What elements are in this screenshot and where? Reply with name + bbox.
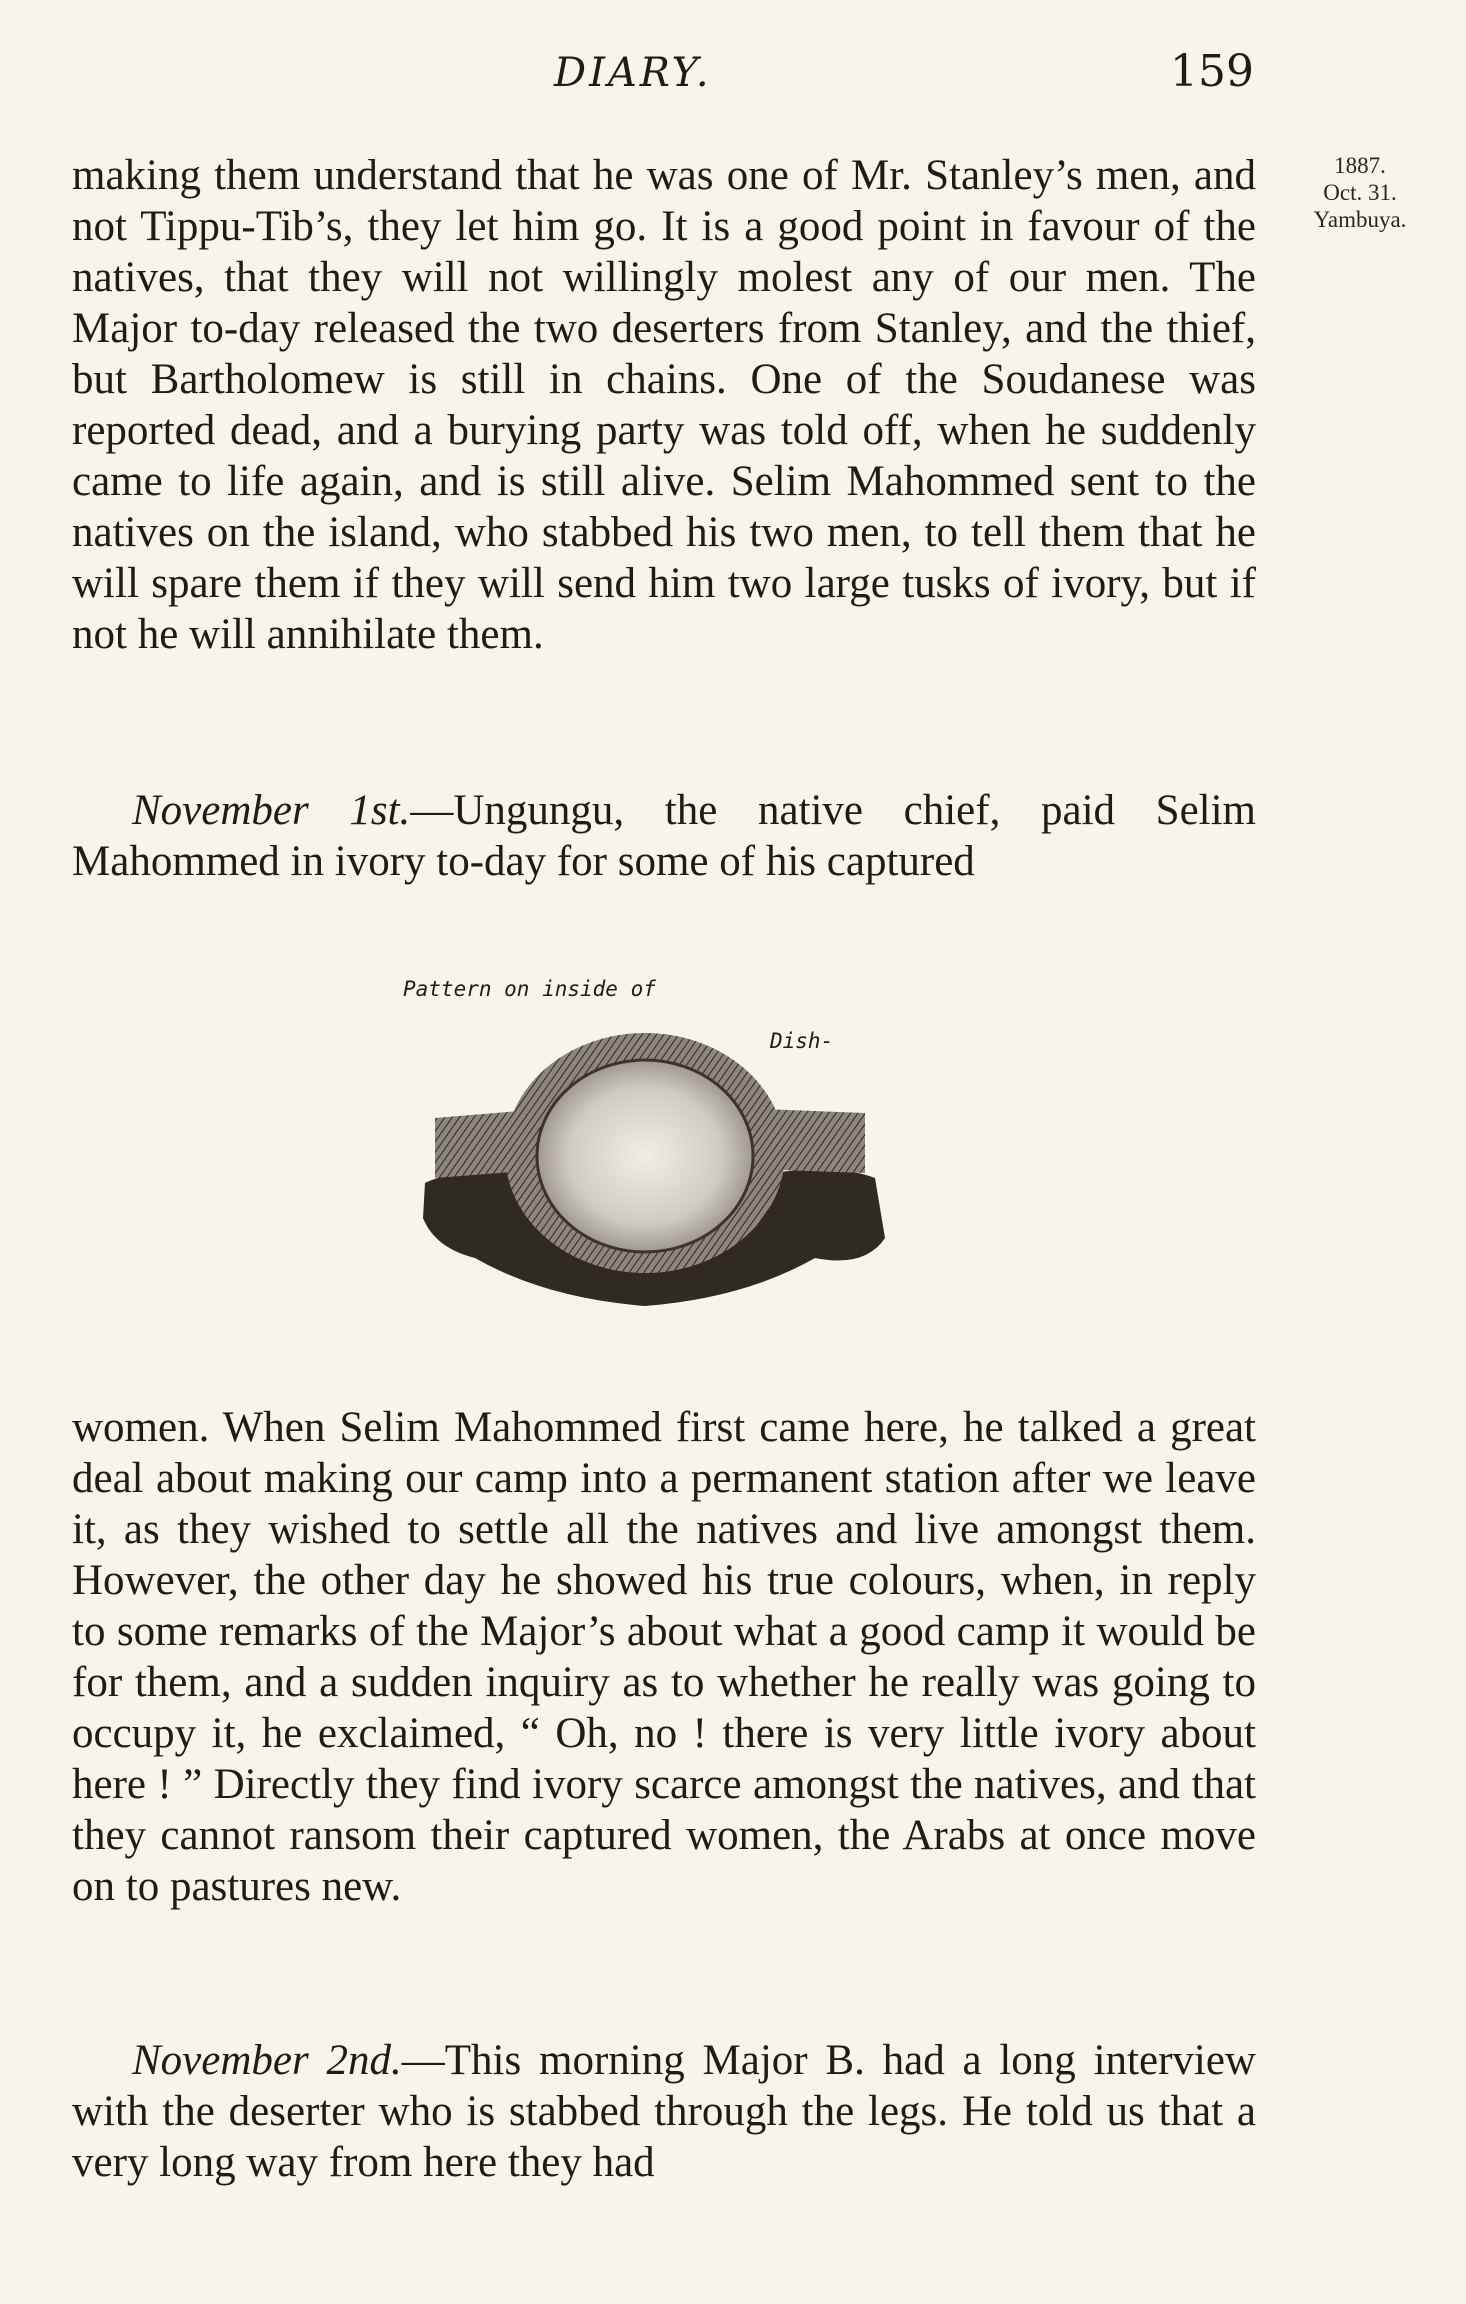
margin-note bbox=[1272, 152, 1448, 233]
page-number: 159 bbox=[1170, 46, 1254, 97]
paragraph-nov-1-text: —Ungungu, the native chief, paid Selim Mahommed in ivory to-day for some of his captured bbox=[72, 787, 1257, 885]
margin-note-place: Yambuya. bbox=[1313, 207, 1407, 232]
margin-note-date: Oct. 31. bbox=[1323, 180, 1397, 205]
entry-date-nov-2: November 2nd. bbox=[132, 2037, 402, 2084]
entry-date-nov-1: November 1st. bbox=[132, 787, 411, 834]
dish-pattern-figure bbox=[395, 968, 895, 1318]
paragraph-nov-2 bbox=[72, 2035, 1256, 2188]
margin-note-year: 1887. bbox=[1334, 153, 1386, 178]
figure-caption-line2: Dish- bbox=[770, 1029, 834, 1053]
paragraph-nov-2-text: —This morning Major B. had a long interview with the deserter who is stabbed through the legs. He told us that a very long way from here they had bbox=[72, 2037, 1256, 2186]
dish-pattern-drawing bbox=[395, 968, 895, 1318]
paragraph-nov-1 bbox=[72, 785, 1256, 887]
dish-inner-bowl bbox=[537, 1060, 753, 1252]
paragraph-oct-31: making them understand that he was one of Mr. Stanley’s men, and not Tippu-Tib’s, they let him go. It is a good point in favour of the natives, that they will not willingly molest any of our men. The Major to-day released the two deserters from Stanley, and the thief, but Bartholomew is still in chains. One of the Soudanese was reported dead, and a burying party was told off, when he suddenly came to life again, and is still alive. Selim Mahommed sent to the natives on the island, who stabbed his two men, to tell them that he will spare them if they will send him two large tusks of ivory, but if not he will annihilate them. bbox=[72, 152, 1256, 658]
running-head-title: DIARY. bbox=[554, 50, 712, 96]
figure-caption-line1: Pattern on inside of bbox=[403, 977, 656, 1001]
paragraph-nov-1-continued: women. When Selim Mahommed first came here, he talked a great deal about making our camp into a permanent station after we leave it, as they wished to settle all the natives and live amongst them. However, the other day he showed his true colours, when, in reply to some remarks of the Major’s about what a good camp it would be for them, and a sudden inquiry as to whether he really was going to occupy it, he exclaimed, “ Oh, no ! there is very little ivory about here ! ” Directly they find ivory scarce amongst the natives, and that they cannot ransom their captured women, the Arabs at once move on to pastures new. bbox=[72, 1404, 1256, 1910]
